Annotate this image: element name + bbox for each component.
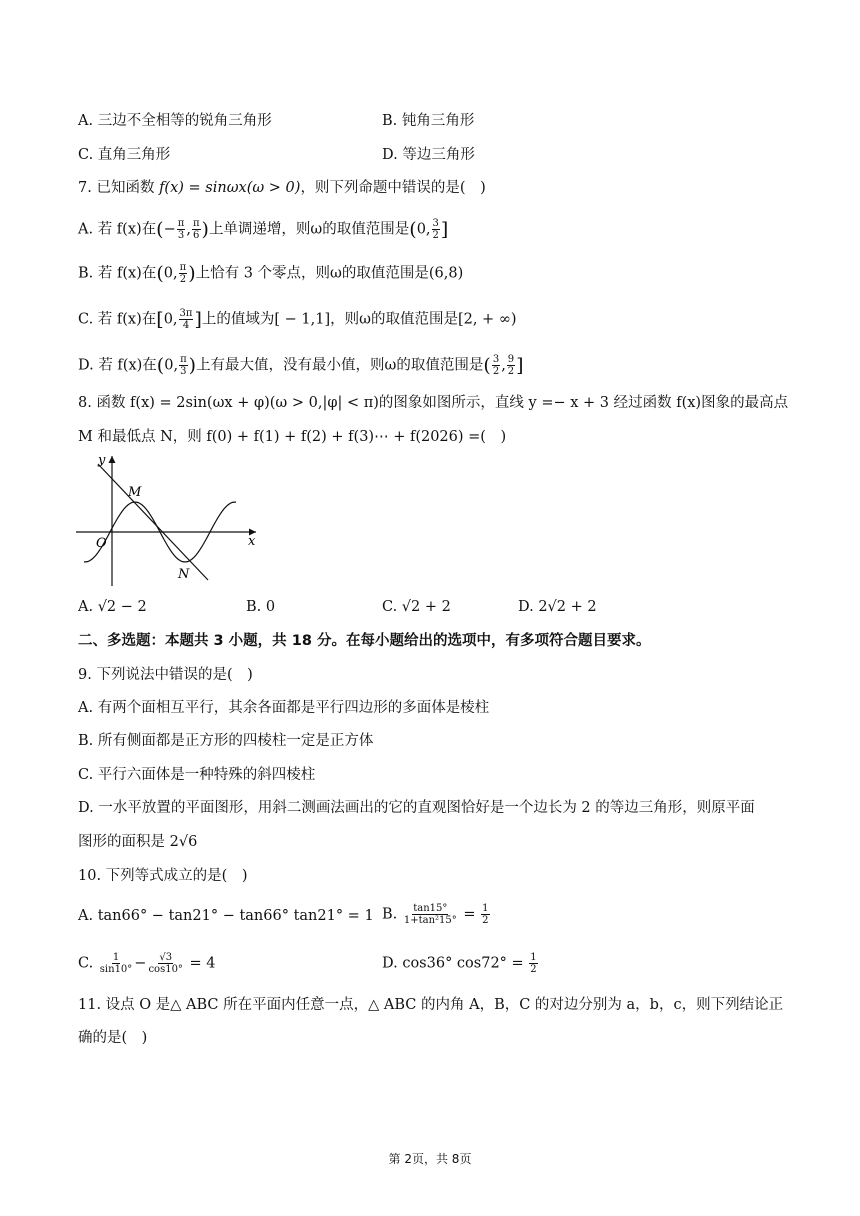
fraction-tan15 bbox=[403, 903, 458, 926]
q11-stem-line1: 11. 设点 O 是△ ABC 所在平面内任意一点，△ ABC 的内角 A，B，C 的对边分别为 a，b，c，则下列结论正 bbox=[78, 997, 784, 1013]
numerator: tan15° bbox=[413, 903, 448, 914]
min-point-label: N bbox=[178, 567, 190, 582]
q8-option-d: D. 2√2 + 2 bbox=[518, 599, 597, 615]
q7-function: f(x) = sinωx(ω > 0) bbox=[159, 180, 301, 196]
q7-stem-prefix: 7. 已知函数 bbox=[78, 180, 160, 196]
numerator: π bbox=[179, 262, 187, 273]
q7-option-c bbox=[78, 308, 517, 331]
denominator: 2 bbox=[482, 915, 489, 926]
q7-a-middle: 上单调递增，则ω的取值范围是 bbox=[208, 221, 410, 238]
denominator: 2 bbox=[507, 366, 515, 377]
zero-comma: 0, bbox=[164, 357, 179, 374]
fraction-1-sin10 bbox=[99, 952, 134, 975]
q6-option-b: B. 钝角三角形 bbox=[382, 113, 475, 129]
denominator: 2 bbox=[179, 274, 187, 285]
fraction-pi-6 bbox=[192, 218, 201, 241]
numerator: 3 bbox=[432, 218, 439, 229]
q9-option-d-line2: 图形的面积是 2√6 bbox=[78, 834, 198, 850]
q7-stem-suffix: ，则下列命题中错误的是( ) bbox=[300, 180, 486, 196]
fraction-3-2 bbox=[492, 354, 500, 377]
q9-option-b: B. 所有侧面都是正方形的四棱柱一定是正方体 bbox=[78, 733, 374, 749]
q11-stem-line2: 确的是( ) bbox=[78, 1030, 148, 1046]
paren-open: ( bbox=[409, 218, 417, 241]
numerator: √3 bbox=[159, 952, 173, 963]
bracket-close: ] bbox=[516, 354, 524, 377]
denominator: 1+tan²15° bbox=[403, 915, 457, 926]
numerator: 3 bbox=[492, 354, 500, 365]
fraction-3-2 bbox=[432, 218, 440, 241]
paren-close: ) bbox=[188, 354, 197, 377]
q7-c-prefix: C. 若 f(x)在 bbox=[78, 311, 157, 328]
q7-a-prefix: A. 若 f(x)在 bbox=[78, 221, 157, 238]
comma: , bbox=[186, 221, 191, 238]
bracket-close: ] bbox=[194, 308, 202, 331]
denominator: cos10° bbox=[148, 964, 183, 975]
paren-close: ) bbox=[188, 262, 196, 285]
q7-option-d bbox=[78, 354, 524, 377]
q9-option-a: A. 有两个面相互平行，其余各面都是平行四边形的多面体是棱柱 bbox=[78, 700, 490, 716]
q8-stem-line2: M 和最低点 N，则 f(0) + f(1) + f(2) + f(3)⋯ + f(2026) =( ) bbox=[78, 429, 507, 445]
q7-c-middle: 上的值域为[ − 1,1]，则ω的取值范围是[2, + ∞) bbox=[201, 311, 517, 328]
paren-open: ( bbox=[483, 354, 491, 377]
q10-c-prefix: C. bbox=[78, 955, 98, 972]
minus-sign: − bbox=[134, 955, 147, 972]
fraction-pi-3 bbox=[179, 354, 188, 377]
numerator: π bbox=[177, 218, 185, 229]
paren-open: ( bbox=[156, 262, 164, 285]
q7-d-prefix: D. 若 f(x)在 bbox=[78, 357, 157, 374]
q10-c-result: = 4 bbox=[184, 955, 216, 972]
q6-option-c: C. 直角三角形 bbox=[78, 147, 171, 163]
q8-option-b: B. 0 bbox=[246, 599, 276, 615]
denominator: 3 bbox=[177, 230, 185, 241]
q7-option-b bbox=[78, 262, 463, 285]
q6-option-d: D. 等边三角形 bbox=[382, 147, 475, 163]
numerator: 3π bbox=[179, 308, 193, 319]
q10-option-c bbox=[78, 952, 216, 975]
fraction-pi-3 bbox=[177, 218, 186, 241]
q6-option-a: A. 三边不全相等的锐角三角形 bbox=[78, 113, 272, 129]
bracket-open: [ bbox=[156, 308, 164, 331]
q10-stem: 10. 下列等式成立的是( ) bbox=[78, 868, 248, 884]
fraction-pi-2 bbox=[179, 262, 188, 285]
max-point-label: M bbox=[128, 485, 142, 500]
q10-option-b bbox=[382, 903, 491, 926]
denominator: 4 bbox=[182, 320, 190, 331]
q7-option-a bbox=[78, 218, 448, 241]
q7-b-middle: 上恰有 3 个零点，则ω的取值范围是(6,8) bbox=[195, 265, 464, 282]
q10-b-prefix: B. bbox=[382, 906, 402, 923]
denominator: 2 bbox=[432, 230, 439, 241]
numerator: 9 bbox=[507, 354, 515, 365]
numerator: π bbox=[192, 218, 200, 229]
page-footer: 第 2页，共 8页 bbox=[388, 1152, 472, 1166]
numerator: 1 bbox=[112, 952, 120, 963]
denominator: sin10° bbox=[99, 964, 133, 975]
x-axis-label: x bbox=[248, 534, 256, 549]
q8-option-a: A. √2 − 2 bbox=[78, 599, 147, 615]
q7-d-middle: 上有最大值，没有最小值，则ω的取值范围是 bbox=[196, 357, 484, 374]
q10-option-d bbox=[382, 952, 539, 975]
numerator: 1 bbox=[482, 903, 489, 914]
paren-close: ) bbox=[201, 218, 209, 241]
q7-stem bbox=[78, 178, 486, 198]
zero-comma: 0, bbox=[163, 265, 178, 282]
fraction-sqrt3-cos10 bbox=[147, 952, 183, 975]
numerator: 1 bbox=[530, 952, 537, 963]
y-axis-label: y bbox=[98, 453, 106, 468]
denominator: 6 bbox=[193, 230, 200, 241]
equals-sign: = bbox=[458, 906, 481, 923]
line-y-neg-x-plus-3 bbox=[98, 464, 208, 580]
q10-d-text: D. cos36° cos72° = bbox=[382, 955, 529, 972]
origin-label: O bbox=[96, 536, 107, 551]
paren-open: ( bbox=[156, 218, 164, 241]
denominator: 2 bbox=[492, 366, 500, 377]
q10-option-a: A. tan66° − tan21° − tan66° tan21° = 1 bbox=[78, 908, 374, 924]
q8-stem-line1: 8. 函数 f(x) = 2sin(ωx + φ)(ω > 0,|φ| < π)的图象如图所示，直线 y =− x + 3 经过函数 f(x)图象的最高点 bbox=[78, 395, 789, 411]
minus-sign: − bbox=[163, 221, 176, 238]
q9-stem: 9. 下列说法中错误的是( ) bbox=[78, 667, 253, 683]
q9-option-c: C. 平行六面体是一种特殊的斜四棱柱 bbox=[78, 767, 316, 783]
zero-comma: 0, bbox=[416, 221, 431, 238]
q8-option-c: C. √2 + 2 bbox=[382, 599, 451, 615]
comma: , bbox=[501, 357, 506, 374]
q7-b-prefix: B. 若 f(x)在 bbox=[78, 265, 157, 282]
q9-option-d-line1: D. 一水平放置的平面图形，用斜二测画法画出的它的直观图恰好是一个边长为 2 的等边三角形，则原平面 bbox=[78, 800, 755, 816]
zero-comma: 0, bbox=[163, 311, 178, 328]
q8-function-graph bbox=[76, 450, 266, 590]
denominator: 2 bbox=[530, 964, 537, 975]
section-heading-multiple-choice: 二、多选题：本题共 3 小题，共 18 分。在每小题给出的选项中，有多项符合题目要求。 bbox=[78, 633, 651, 649]
paren-open: ( bbox=[156, 354, 165, 377]
denominator: 3 bbox=[180, 366, 187, 377]
fraction-9-2 bbox=[507, 354, 515, 377]
fraction-3pi-4 bbox=[179, 308, 194, 331]
bracket-close: ] bbox=[440, 218, 449, 241]
fraction-1-2 bbox=[529, 952, 537, 975]
numerator: π bbox=[180, 354, 187, 365]
fraction-1-2 bbox=[481, 903, 489, 926]
